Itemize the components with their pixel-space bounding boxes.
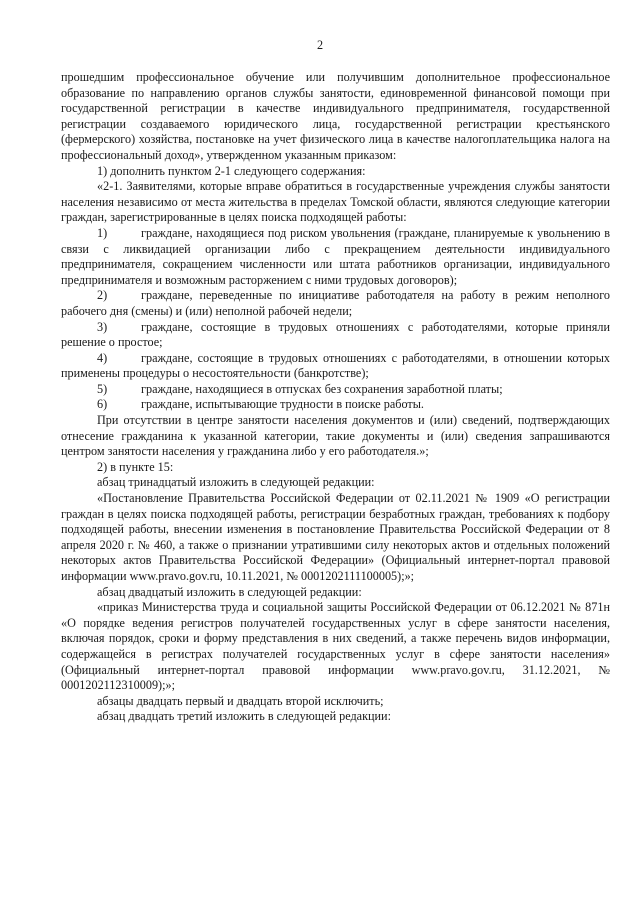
- list-item-text: граждане, находящиеся в отпусках без сохранения заработной платы;: [141, 381, 503, 396]
- document-body: [61, 70, 610, 725]
- paragraph: абзацы двадцать первый и двадцать второй исключить;: [97, 693, 384, 708]
- paragraph: «2-1. Заявителями, которые вправе обратиться в государственные учреждения службы занятости населения независимо от места жительства в пределах Томской области, являются следующие категории граждан, зарегистрированные в целях поиска подходящей работы:: [61, 179, 610, 225]
- list-item: [61, 288, 610, 319]
- paragraph: 2) в пункте 15:: [97, 459, 174, 474]
- list-item-number: 3): [97, 319, 108, 334]
- list-item-text: граждане, испытывающие трудности в поиске работы.: [141, 397, 424, 412]
- paragraph: «приказ Министерства труда и социальной защиты Российской Федерации от 06.12.2021 № 871н «О порядке ведения регистров получателей государственных услуг в сфере занятости населения, включая порядок, сроки и форму представления в них сведений, а также перечень видов информации, содержащейся в регистрах получателей государственных услуг в сфере занятости населения» (Официальный интернет-портал правовой информации www.pravo.gov.ru, 31.12.2021, № 0001202112310009);»;: [61, 600, 610, 693]
- list-item: [61, 320, 610, 351]
- paragraph: «Постановление Правительства Российской Федерации от 02.11.2021 № 1909 «О регистрации граждан в целях поиска подходящей работы, регистрации безработных граждан, требованиях к подбору подходящей работы, внесении изменения в постановление Правительства Российской Федерации от 8 апреля 2020 г. № 460, а также о признании утратившими силу некоторых актов и отдельных положений некоторых актов Правительства Российской Федерации» (Официальный интернет-портал правовой информации www.pravo.gov.ru, 10.11.2021, № 0001202111100005);»;: [61, 491, 610, 583]
- list-item-number: 2): [97, 288, 108, 303]
- list-item-text: граждане, состоящие в трудовых отношениях с работодателями, в отношении которых применены процедуры о несостоятельности (банкротстве);: [61, 350, 610, 381]
- list-item-text: граждане, состоящие в трудовых отношениях с работодателями, которые приняли решение о простое;: [61, 319, 610, 350]
- list-item-number: 1): [97, 225, 108, 240]
- page-number: 2: [316, 38, 324, 52]
- paragraph: 1) дополнить пунктом 2-1 следующего содержания:: [97, 163, 366, 178]
- list-item-number: 6): [97, 397, 108, 412]
- paragraph: абзац двадцатый изложить в следующей редакции:: [97, 584, 362, 599]
- list-item-text: граждане, находящиеся под риском увольнения (граждане, планируемые к увольнению в связи с ликвидацией организации либо с прекращением деятельности индивидуального предпринимателя, сокращением численности или штата работников организации, индивидуального предпринимателя и возможным расторжением с ними трудовых договоров);: [61, 225, 610, 287]
- list-item-number: 4): [97, 350, 108, 365]
- list-item: [61, 397, 610, 413]
- list-item-text: граждане, переведенные по инициативе работодателя на работу в режим неполного рабочего дня (смены) и (или) неполной рабочей недели;: [61, 288, 610, 318]
- paragraph: абзац тринадцатый изложить в следующей редакции:: [97, 475, 375, 490]
- list-item: [61, 382, 610, 398]
- list-item: [61, 351, 610, 382]
- paragraph: При отсутствии в центре занятости населения документов и (или) сведений, подтверждающих отнесение гражданина к указанной категории, такие документы и (или) сведения запрашиваются центром занятости населения у гражданина либо у его работодателя.»;: [61, 413, 610, 459]
- list-item-number: 5): [97, 381, 108, 396]
- list-item: [61, 226, 610, 288]
- paragraph: прошедшим профессиональное обучение или получившим дополнительное профессиональное образование по направлению органов службы занятости, единовременной финансовой помощи при государственной регистрации в качестве индивидуального предпринимателя, государственной регистрации создаваемого юридического лица, государственной регистрации крестьянского (фермерского) хозяйства, постановке на учет физического лица в качестве налогоплательщика налога на профессиональный доход», утвержденном указанным приказом:: [61, 70, 610, 162]
- paragraph: абзац двадцать третий изложить в следующей редакции:: [97, 709, 391, 724]
